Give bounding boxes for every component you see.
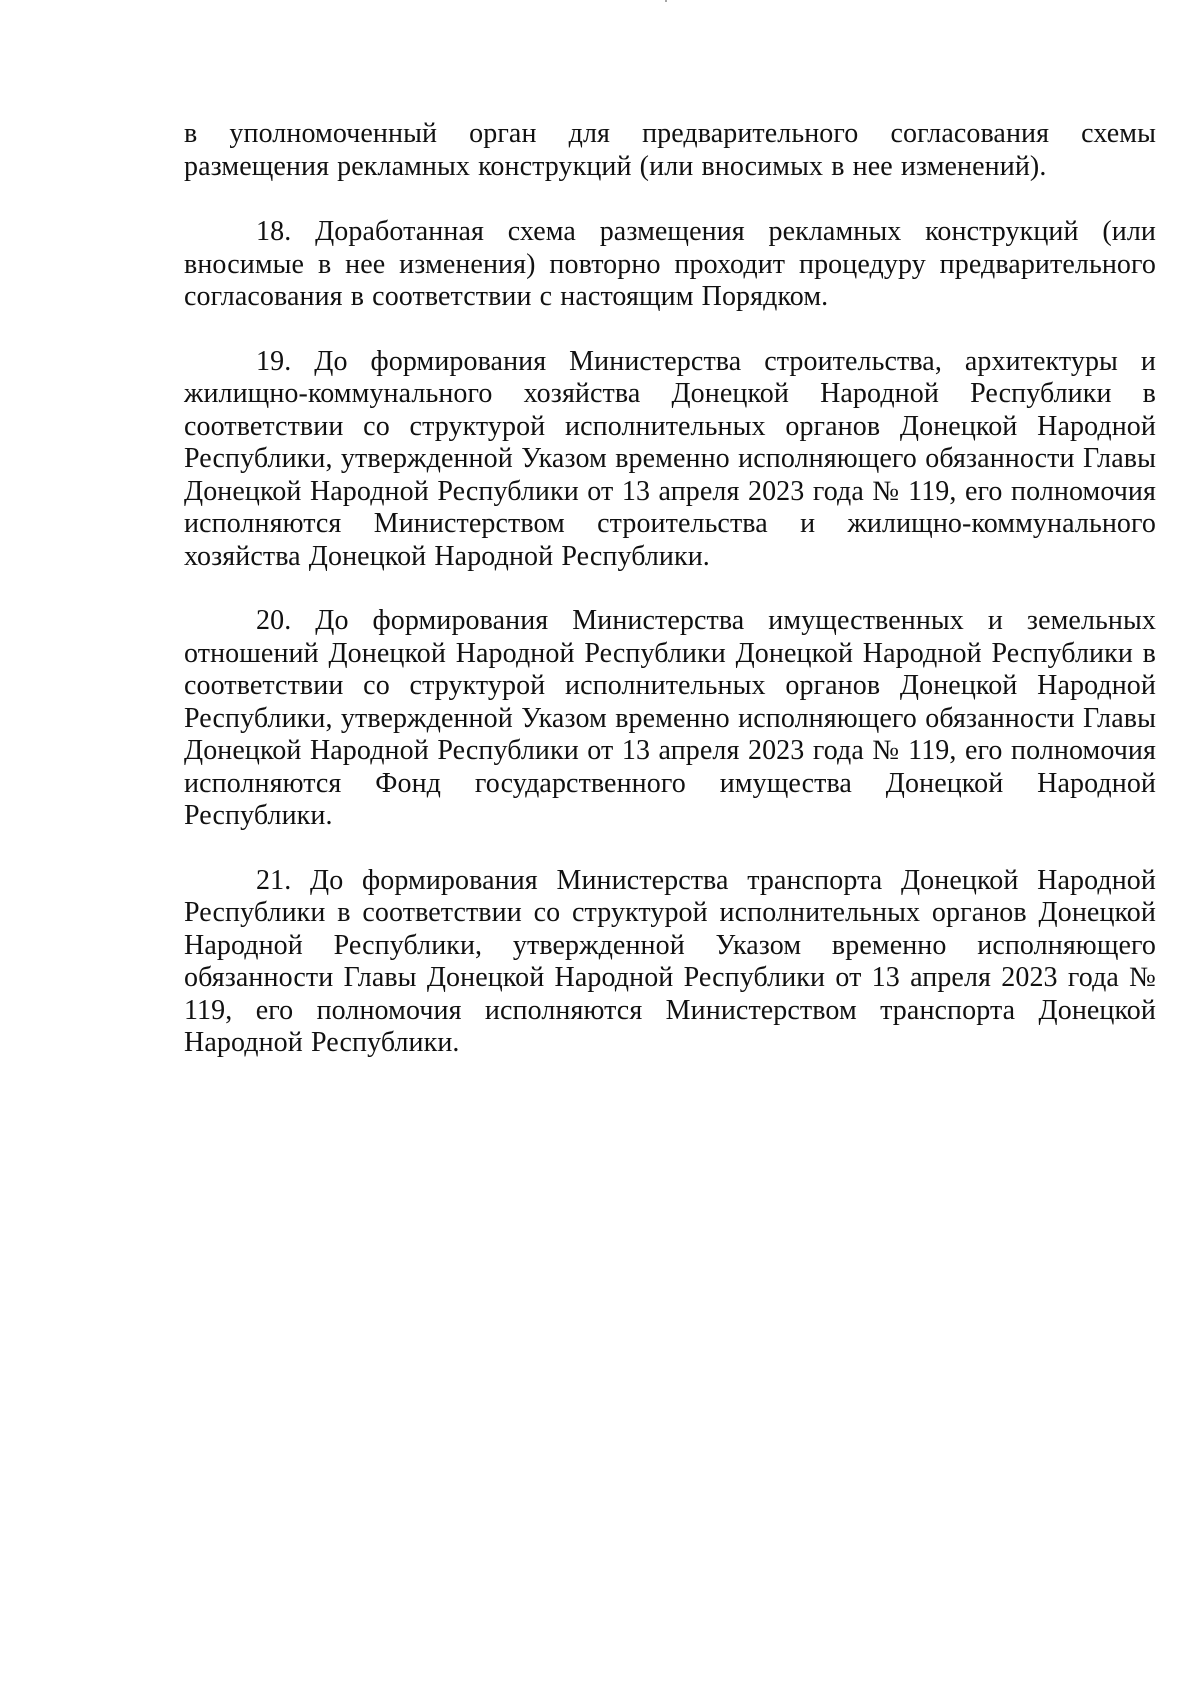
paragraph-19 [184,346,1156,574]
paragraph-text: До формирования Министерства имущественных и земельных отношений Донецкой Народной Республики Донецкой Народной Республики в соответствии со структурой исполнительных органов Донецкой Народной Республики, утвержденной Указом временно исполняющего обязанности Главы Донецкой Народной Республики от 13 апреля 2023 года № 119, его полномочия исполняются Фонд государственного имущества Донецкой Народной Республики. [184,605,1156,831]
paragraph-number: 20. [256,605,292,636]
document-body [184,118,1156,1092]
paragraph-21 [184,865,1156,1060]
paragraph-number: 19. [256,345,292,377]
paragraph-text: До формирования Министерства строительства, архитектуры и жилищно-коммунального хозяйства Донецкой Народной Республики в соответствии со структурой исполнительных органов Донецкой Народной Республики, утвержденной Указом временно исполняющего обязанности Главы Донецкой Народной Республики от 13 апреля 2023 года № 119, его полномочия исполняются Министерством строительства и жилищно-коммунального хозяйства Донецкой Народной Республики. [184,345,1156,572]
scan-speck [665,0,667,2]
paragraph-text: До формирования Министерства транспорта Донецкой Народной Республики в соответствии со структурой исполнительных органов Донецкой Народной Республики, утвержденной Указом временно исполняющего обязанности Главы Донецкой Народной Республики от 13 апреля 2023 года № 119, его полномочия исполняются Министерством транспорта Донецкой Народной Республики. [184,864,1156,1058]
paragraph-20 [184,605,1156,833]
paragraph-continuation: в уполномоченный орган для предварительного согласования схемы размещения рекламных конструкций (или вносимых в нее изменений). [184,118,1156,182]
paragraph-18 [184,216,1156,314]
paragraph-number: 21. [256,864,292,896]
paragraph-text: Доработанная схема размещения рекламных конструкций (или вносимые в нее изменения) повторно проходит процедуру предварительного согласования в соответствии с настоящим Порядком. [184,216,1156,312]
paragraph-number: 18. [256,216,292,247]
